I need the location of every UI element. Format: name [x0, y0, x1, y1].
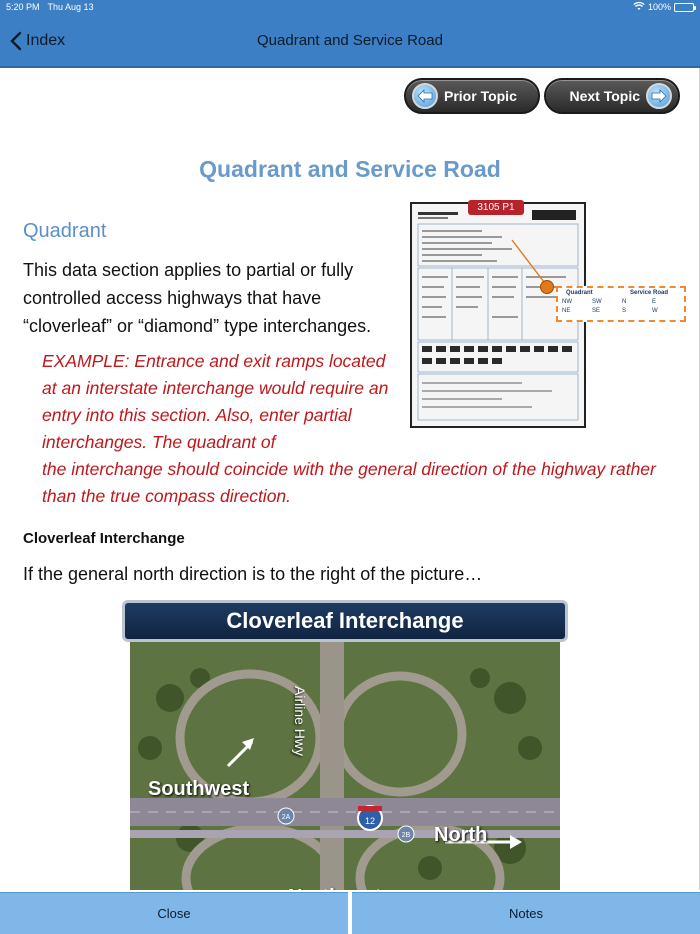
- status-date: Thu Aug 13: [47, 2, 94, 12]
- battery-percent: 100%: [647, 2, 671, 12]
- direction-text: If the general north direction is to the right of the picture…: [23, 564, 483, 584]
- photo-banner: Cloverleaf Interchange: [122, 600, 568, 642]
- north-label: North: [434, 824, 488, 846]
- notes-button[interactable]: Notes: [352, 892, 700, 934]
- callout-marker: [540, 280, 554, 294]
- back-label: Index: [26, 32, 66, 49]
- southwest-label: Southwest: [148, 778, 250, 800]
- content-area[interactable]: [0, 68, 700, 890]
- battery-icon: [674, 3, 694, 12]
- status-bar: [0, 0, 700, 14]
- form-number-tag: 3105 P1: [468, 200, 524, 215]
- prior-topic-button[interactable]: [404, 78, 540, 114]
- callout-code: NW: [562, 299, 572, 305]
- cloverleaf-photo: [130, 638, 560, 890]
- next-topic-label: Next Topic: [569, 88, 640, 104]
- airline-hwy-label: Airline Hwy: [292, 686, 308, 757]
- bottom-toolbar: [0, 890, 700, 934]
- next-topic-button[interactable]: [544, 78, 680, 114]
- callout-code: W: [652, 308, 658, 314]
- subheading: Cloverleaf Interchange: [23, 530, 185, 547]
- example-part-b: the interchange should coincide with the general direction of the highway rather than the true compass direction.: [42, 459, 656, 506]
- prior-topic-label: Prior Topic: [444, 88, 517, 104]
- ramp-2a-label: 2A: [281, 814, 291, 821]
- callout-quadrant-label: Quadrant: [566, 290, 593, 296]
- callout-code: NE: [562, 308, 571, 314]
- example-part-a: EXAMPLE: Entrance and exit ramps located at an interstate interchange would require an entry into this section. Also, enter partial interchanges. The quadrant of: [42, 351, 389, 452]
- example-text: [42, 348, 682, 510]
- callout-service-label: Service Road: [630, 290, 669, 296]
- navigation-bar: [0, 14, 700, 68]
- interstate-shield-number: 12: [364, 816, 376, 826]
- callout-code: S: [622, 308, 627, 314]
- arrow-left-icon: [412, 83, 438, 109]
- callout-code: E: [652, 299, 657, 305]
- status-time: 5:20 PM: [6, 2, 40, 12]
- ramp-2b-label: 2B: [401, 832, 411, 839]
- section-title: Quadrant: [23, 220, 107, 242]
- page-title: Quadrant and Service Road: [199, 156, 501, 182]
- back-button[interactable]: [10, 31, 65, 51]
- close-button[interactable]: Close: [0, 892, 348, 934]
- wifi-icon: [633, 2, 645, 13]
- callout-code: N: [622, 299, 627, 305]
- callout-code: SW: [592, 299, 602, 305]
- nav-title: Quadrant and Service Road: [257, 31, 443, 49]
- body-paragraph: This data section applies to partial or fully controlled access highways that have “cloverleaf” or “diamond” type interchanges.: [23, 260, 372, 336]
- arrow-right-icon: [646, 83, 672, 109]
- chevron-left-icon: [10, 31, 22, 51]
- callout-code: SE: [592, 308, 601, 314]
- quadrant-service-callout: [556, 286, 686, 322]
